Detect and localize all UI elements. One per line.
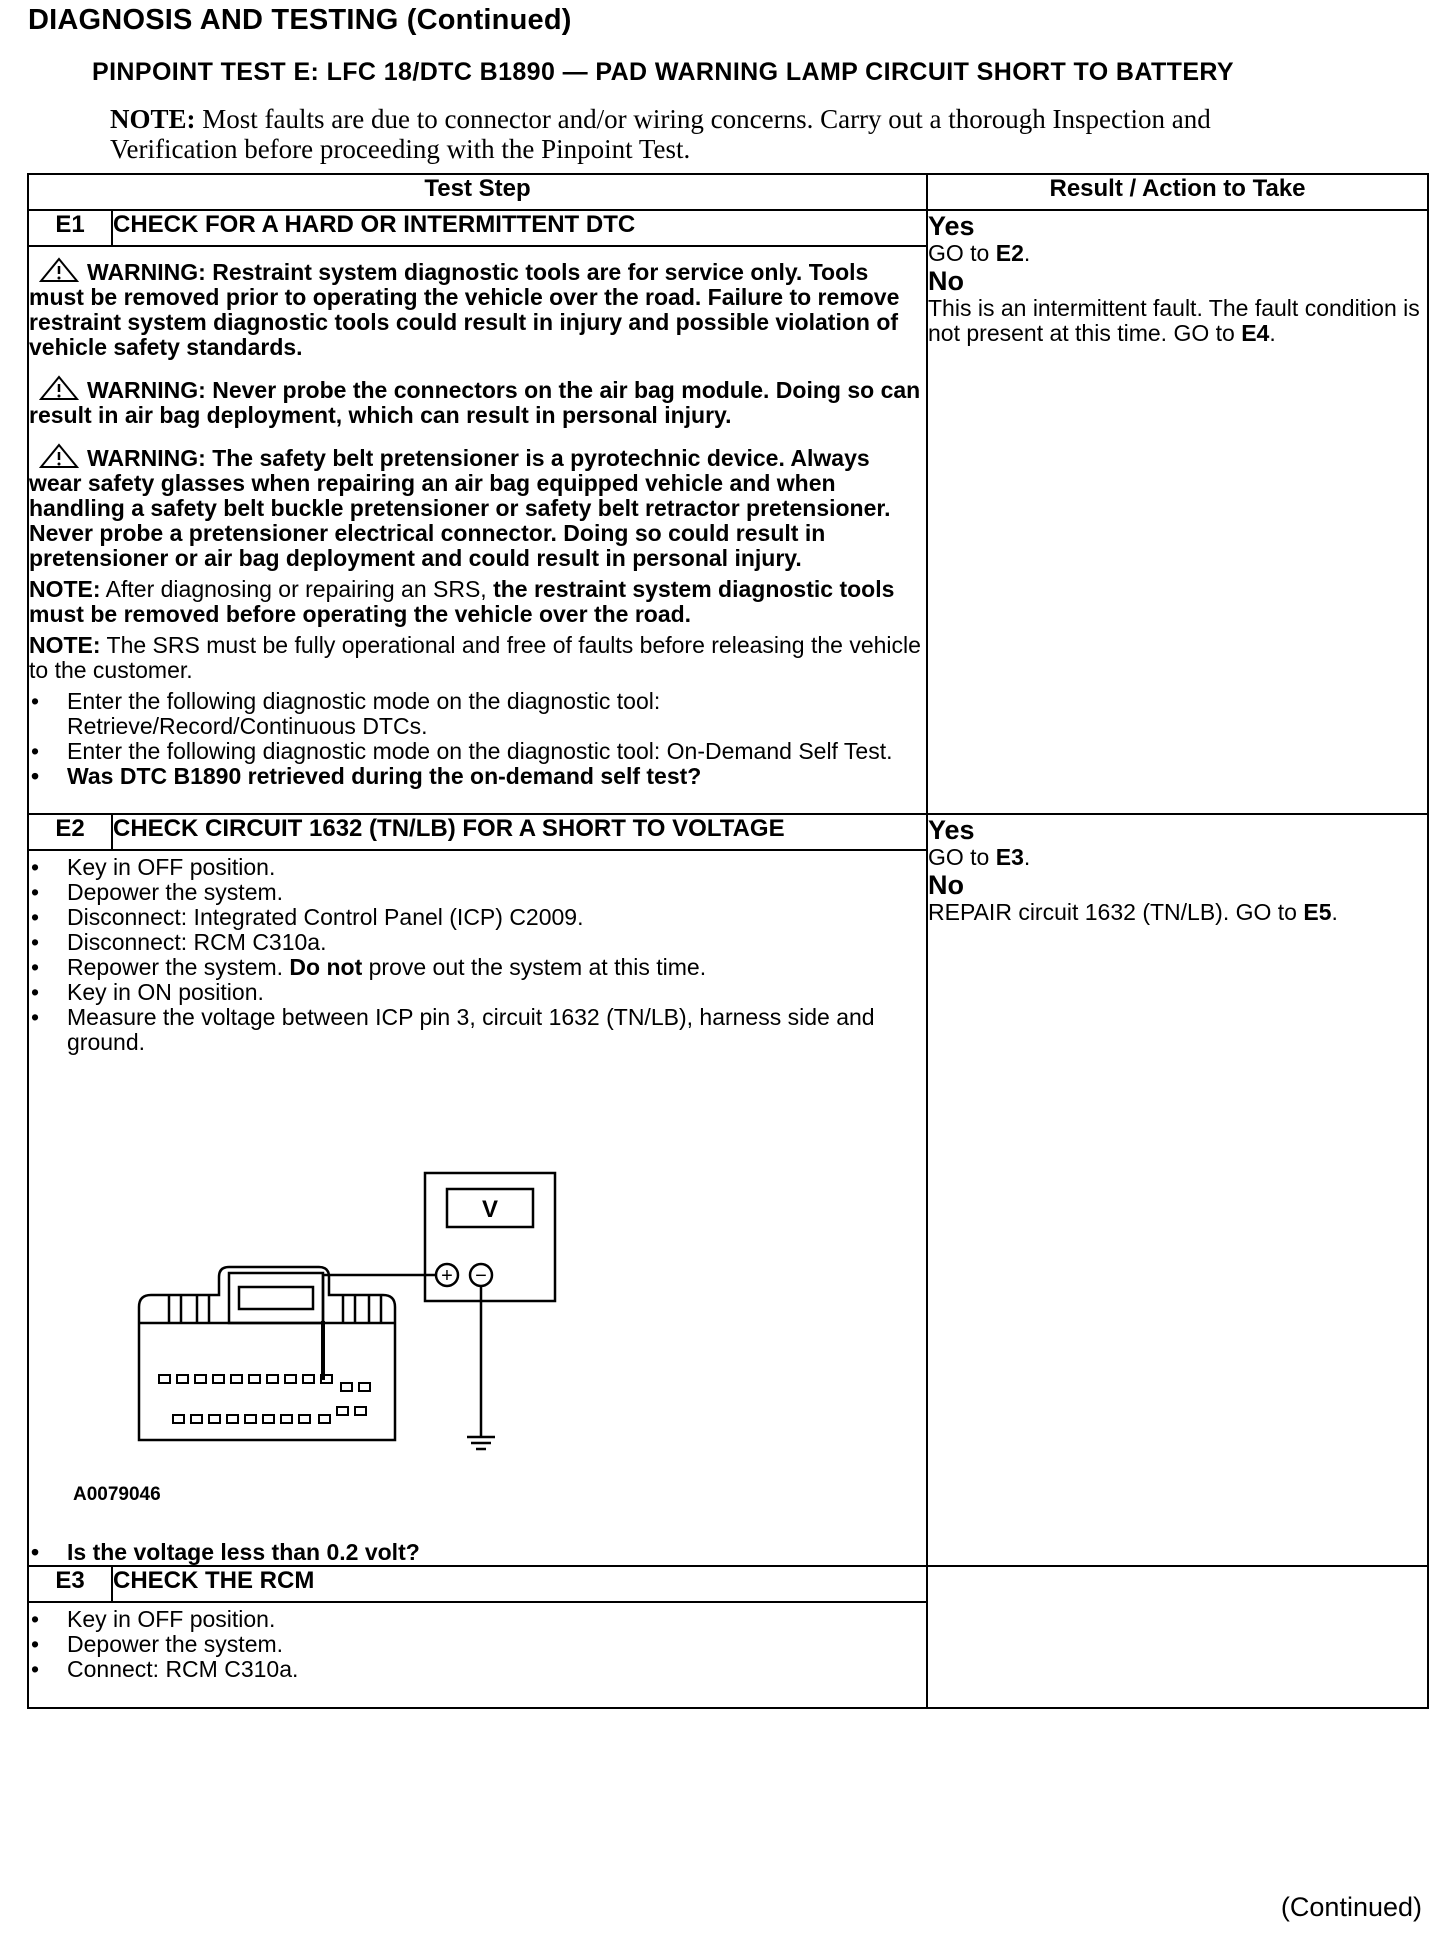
list-item: • Disconnect: RCM C310a.	[29, 930, 926, 955]
step-id-e1: E1	[28, 210, 112, 246]
warning-block: WARNING: Restraint system diagnostic tools are for service only. Tools must be removed prior to operating the vehicle over the road. Failure to remove restraint system diagnostic tools could result in injury and possible violation of vehicle safety standards.	[29, 259, 900, 360]
intro-note	[110, 104, 1290, 164]
step-id-e3: E3	[28, 1566, 112, 1602]
list-item: • Connect: RCM C310a.	[29, 1657, 926, 1682]
goto-target: E4	[1241, 320, 1270, 346]
continued-label: (Continued)	[1280, 1892, 1422, 1922]
connector-voltmeter-illustration	[79, 1055, 579, 1475]
step-title-e3: CHECK THE RCM	[112, 1566, 927, 1602]
list-item: • Enter the following diagnostic mode on the diagnostic tool: On-Demand Self Test.	[29, 739, 926, 764]
list-item: • Repower the system. Do not prove out the system at this time.	[29, 955, 926, 980]
result-e2	[927, 814, 1428, 1566]
warning-triangle-icon	[39, 375, 79, 401]
yes-label-e2: Yes	[928, 815, 975, 845]
list-item: • Key in OFF position.	[29, 1607, 926, 1632]
intro-note-label: NOTE:	[110, 104, 196, 134]
list-item: • Key in OFF position.	[29, 855, 926, 880]
no-action-e2: REPAIR circuit 1632 (TN/LB). GO to E5.	[928, 899, 1338, 925]
list-item: • Depower the system.	[29, 1632, 926, 1657]
step-body-e1	[28, 246, 927, 814]
step-row-e2	[28, 814, 1428, 850]
result-e3	[927, 1566, 1428, 1708]
list-item: • Enter the following diagnostic mode on the diagnostic tool: Retrieve/Record/Continuous DTCs.	[29, 689, 926, 739]
warning-block: WARNING: The safety belt pretensioner is a pyrotechnic device. Always wear safety glasses when repairing an air bag equipped vehicle and when handling a safety belt buckle pretensioner or safety belt retractor pretensioner. Never probe a pretensioner electrical connector. Doing so could result in pretensioner or air bag deployment and could result in personal injury.	[29, 445, 891, 571]
page-title: DIAGNOSIS AND TESTING (Continued)	[28, 4, 572, 36]
note-block: NOTE: After diagnosing or repairing an SRS, the restraint system diagnostic tools must be removed before operating the vehicle over the road.	[29, 576, 895, 627]
list-item: • Disconnect: Integrated Control Panel (ICP) C2009.	[29, 905, 926, 930]
step-body-e3	[28, 1602, 927, 1708]
plus-sign: +	[441, 1265, 453, 1287]
list-item: • Key in ON position.	[29, 980, 926, 1005]
minus-sign: −	[475, 1265, 487, 1287]
warning-triangle-icon	[39, 257, 79, 283]
step-id-e2: E2	[28, 814, 112, 850]
voltage-measurement-diagram	[29, 1055, 926, 1540]
step-question: • Is the voltage less than 0.2 volt?	[29, 1540, 926, 1565]
goto-target: E3	[995, 844, 1024, 870]
procedure-list	[29, 855, 926, 1055]
pinpoint-test-table	[27, 173, 1429, 1709]
test-step-header: Test Step	[28, 174, 927, 210]
voltmeter-v-label: V	[481, 1196, 499, 1223]
procedure-list	[29, 689, 926, 789]
connector-pin-cavities	[159, 1375, 370, 1423]
warning-block: WARNING: Never probe the connectors on the air bag module. Doing so can result in air bag deployment, which can result in personal injury.	[29, 377, 921, 428]
list-item: • Depower the system.	[29, 880, 926, 905]
step-title-e1: CHECK FOR A HARD OR INTERMITTENT DTC	[112, 210, 927, 246]
step-row-e3	[28, 1566, 1428, 1602]
procedure-list	[29, 1540, 926, 1565]
step-question: • Was DTC B1890 retrieved during the on-demand self test?	[29, 764, 926, 789]
goto-target: E5	[1303, 899, 1332, 925]
procedure-list	[29, 1607, 926, 1682]
no-label-e1: No	[928, 266, 964, 296]
yes-action-e2: GO to E3.	[928, 844, 1031, 870]
step-body-e2	[28, 850, 927, 1566]
warning-triangle-icon	[39, 443, 79, 469]
goto-target: E2	[995, 240, 1024, 266]
result-e1	[927, 210, 1428, 814]
no-action-e1: This is an intermittent fault. The fault condition is not present at this time. GO to E4.	[928, 295, 1420, 346]
step-row-e1	[28, 210, 1428, 246]
list-item: • Measure the voltage between ICP pin 3, circuit 1632 (TN/LB), harness side and ground.	[29, 1005, 926, 1055]
result-action-header: Result / Action to Take	[927, 174, 1428, 210]
intro-note-text: Most faults are due to connector and/or wiring concerns. Carry out a thorough Inspection and Verification before proceeding with the Pinpoint Test.	[110, 104, 1211, 164]
note-block: NOTE: The SRS must be fully operational and free of faults before releasing the vehicle to the customer.	[29, 632, 921, 683]
yes-label-e1: Yes	[928, 211, 975, 241]
figure-id: A0079046	[73, 1484, 161, 1505]
pinpoint-test-title: PINPOINT TEST E: LFC 18/DTC B1890 — PAD WARNING LAMP CIRCUIT SHORT TO BATTERY	[92, 58, 1234, 86]
step-title-e2: CHECK CIRCUIT 1632 (TN/LB) FOR A SHORT TO VOLTAGE	[112, 814, 927, 850]
yes-action-e1: GO to E2.	[928, 240, 1031, 266]
no-label-e2: No	[928, 870, 964, 900]
